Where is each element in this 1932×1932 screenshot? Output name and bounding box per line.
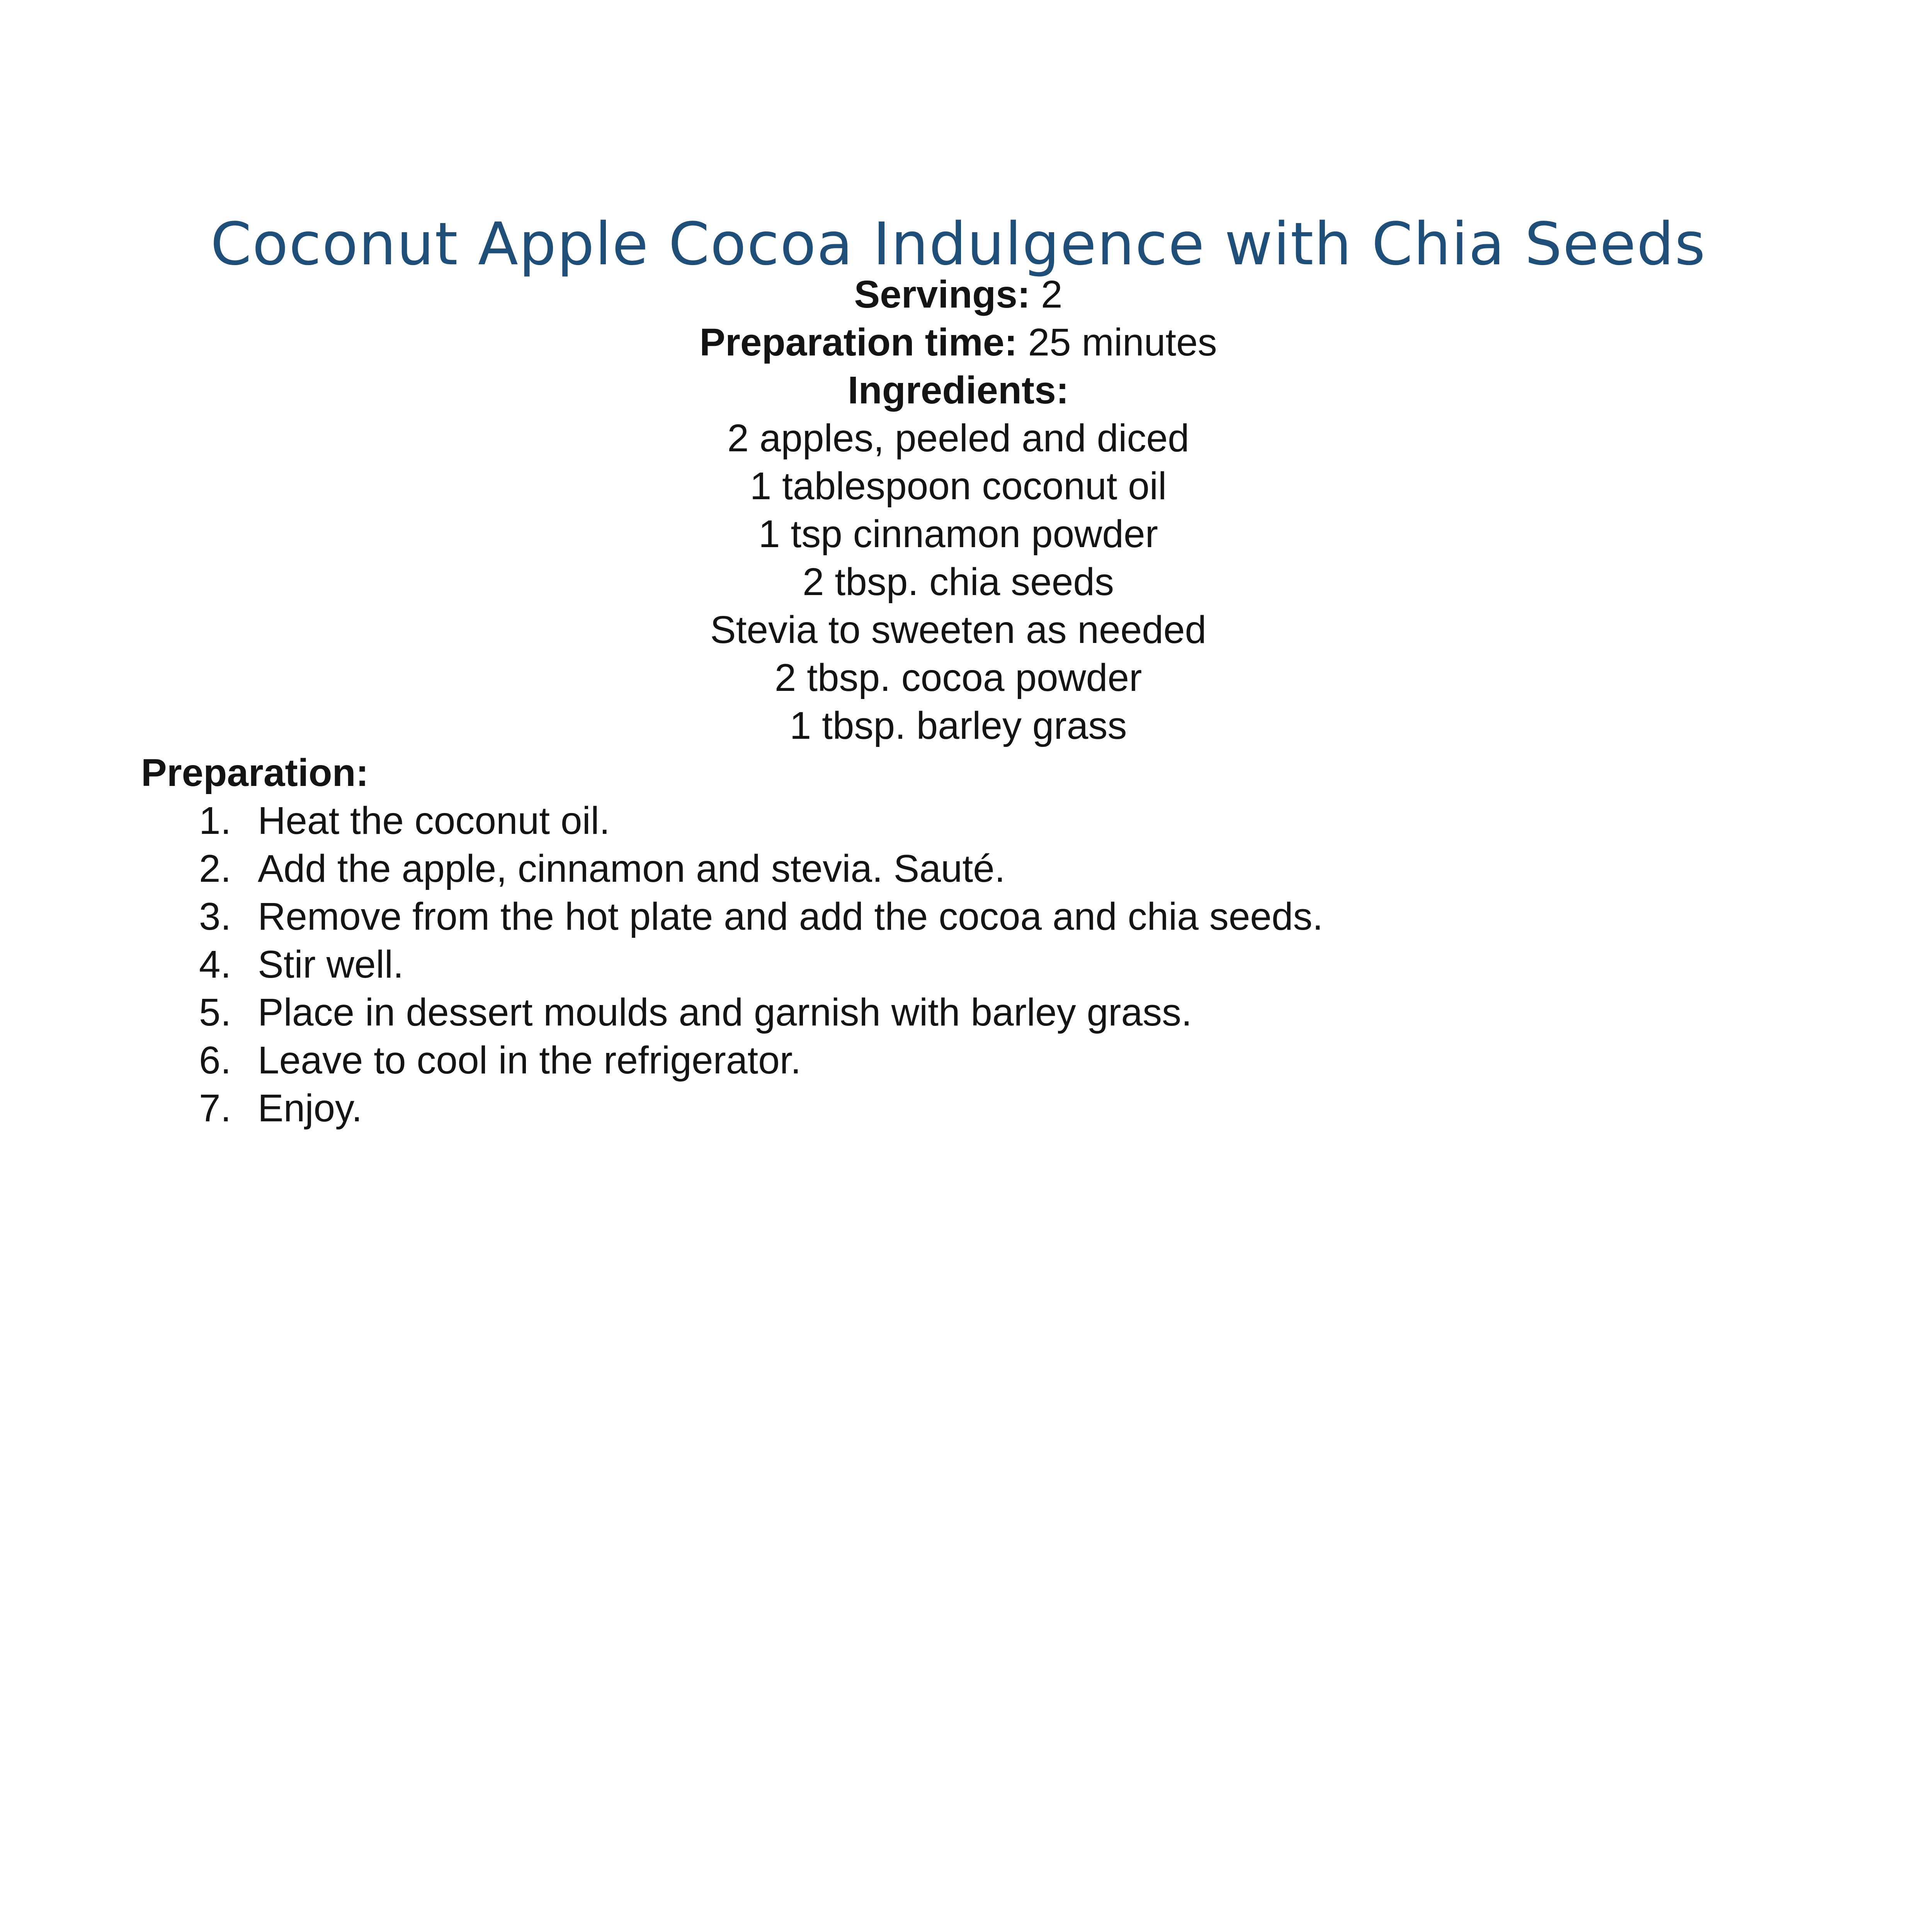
preparation-step — [141, 1084, 1803, 1132]
step-text: Remove from the hot plate and add the cocoa and chia seeds. — [258, 895, 1323, 938]
ingredient-item: 1 tbsp. barley grass — [789, 704, 1127, 747]
step-number: 4. — [199, 943, 231, 986]
step-text: Place in dessert moulds and garnish with barley grass. — [258, 991, 1192, 1034]
ingredients-label: Ingredients: — [847, 369, 1069, 412]
step-text: Stir well. — [258, 943, 404, 986]
step-number: 2. — [199, 847, 231, 890]
step-number: 1. — [199, 799, 231, 842]
preparation-heading: Preparation: — [141, 751, 369, 794]
preparation-step — [141, 988, 1803, 1036]
ingredient-item: 2 tbsp. cocoa powder — [774, 656, 1142, 699]
servings-line — [0, 270, 1917, 318]
step-text: Enjoy. — [258, 1087, 362, 1130]
step-number: 5. — [199, 991, 231, 1034]
preparation-step — [141, 797, 1803, 845]
step-number: 7. — [199, 1087, 231, 1130]
step-text: Heat the coconut oil. — [258, 799, 610, 842]
recipe-meta — [0, 270, 1917, 750]
recipe-title: Coconut Apple Cocoa Indulgence with Chia Seeds — [210, 209, 1706, 278]
prep-time-line — [0, 318, 1917, 366]
ingredient-list — [0, 414, 1917, 750]
servings-label: Servings: — [854, 273, 1031, 316]
preparation-step — [141, 893, 1803, 940]
ingredient-item: 1 tablespoon coconut oil — [750, 464, 1167, 508]
step-text: Leave to cool in the refrigerator. — [258, 1039, 801, 1082]
preparation-step — [141, 940, 1803, 988]
ingredient-item: Stevia to sweeten as needed — [710, 608, 1207, 651]
step-number: 6. — [199, 1039, 231, 1082]
step-number: 3. — [199, 895, 231, 938]
preparation-step — [141, 845, 1803, 893]
ingredient-item: 1 tsp cinnamon powder — [759, 512, 1158, 556]
preparation-section — [141, 749, 1803, 1132]
ingredients-heading — [0, 366, 1917, 414]
preparation-step — [141, 1036, 1803, 1084]
ingredient-item: 2 apples, peeled and diced — [727, 417, 1189, 460]
preparation-steps — [141, 797, 1803, 1132]
prep-time-value: 25 minutes — [1017, 321, 1217, 364]
step-text: Add the apple, cinnamon and stevia. Sauté. — [258, 847, 1005, 890]
ingredient-item: 2 tbsp. chia seeds — [802, 560, 1114, 604]
prep-time-label: Preparation time: — [699, 321, 1017, 364]
servings-value: 2 — [1030, 273, 1063, 316]
